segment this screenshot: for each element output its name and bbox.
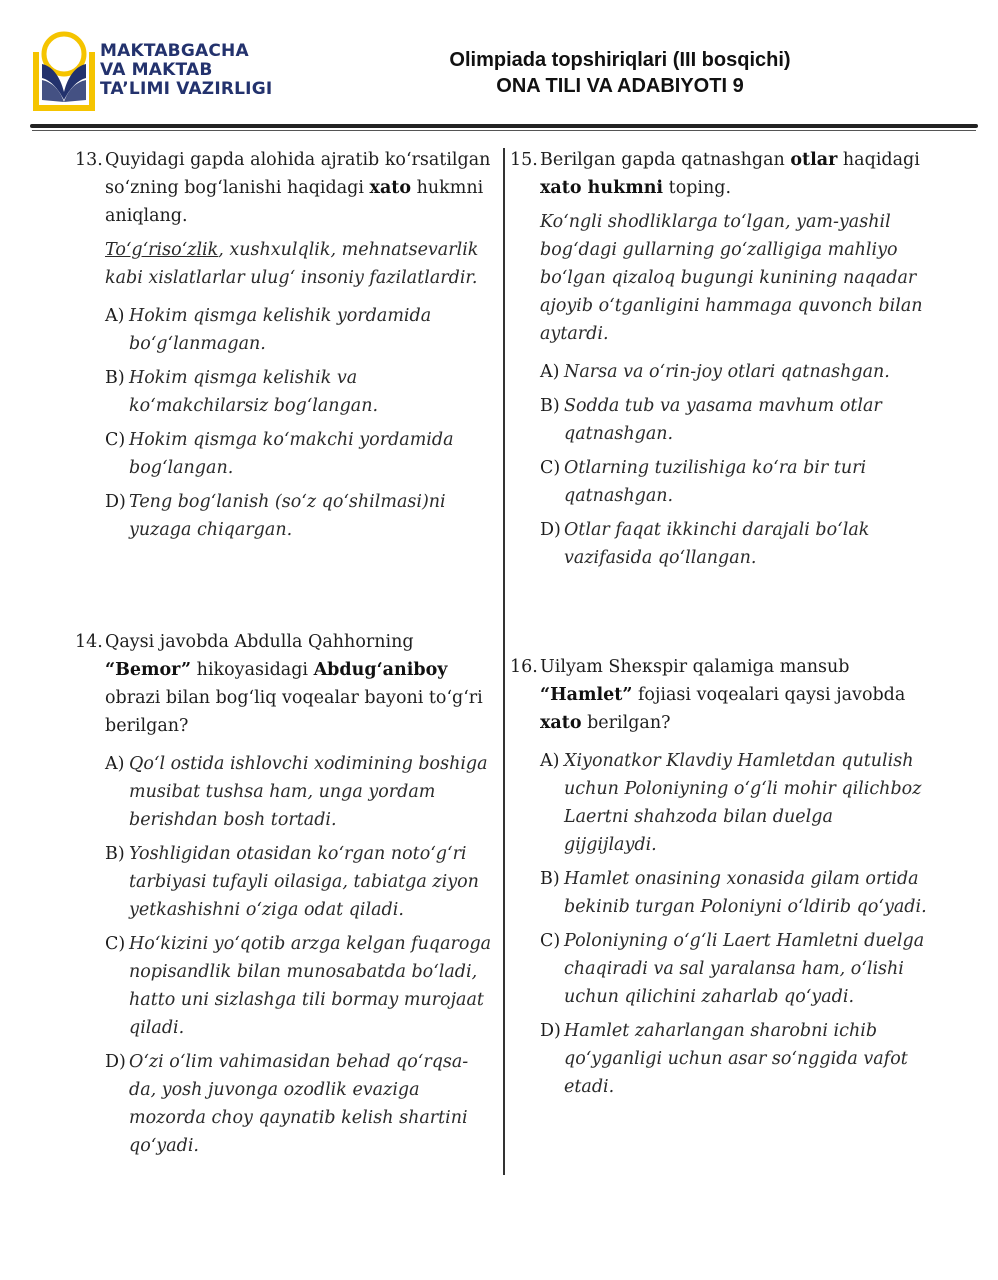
option-b[interactable] xyxy=(75,840,495,924)
option-d[interactable] xyxy=(75,488,495,544)
book-emblem-icon xyxy=(30,30,96,114)
answer-options xyxy=(510,747,930,1101)
stem-bold: xato hukmni xyxy=(540,178,664,198)
option-d[interactable] xyxy=(510,516,930,572)
question-stem xyxy=(75,146,495,230)
logo-line-1: MAKTABGACHA xyxy=(100,41,249,61)
option-letter: C) xyxy=(540,931,561,951)
stem-bold: “Hamlet” xyxy=(540,685,633,705)
highlighted-word: To‘g‘riso‘zlik xyxy=(105,240,219,260)
option-text: Qo‘l ostida ishlovchi xodimining boshiga musibat tushsa ham, unga yordam berishdan bosh tortadi. xyxy=(129,754,488,830)
stem-text: obrazi bilan bog‘liq voqealar bayoni to‘g‘ri berilgan? xyxy=(105,688,483,736)
sentence-text: , xushxulqlik, mehnatsevarlik kabi xislatlarlar ulug‘ insoniy fazilatlardir. xyxy=(105,240,479,288)
logo-line-3: TA’LIMI VAZIRLIGI xyxy=(100,79,273,99)
option-a[interactable] xyxy=(75,750,495,834)
option-letter: A) xyxy=(540,751,560,771)
option-letter: A) xyxy=(105,754,125,774)
option-text: Hokim qismga ko‘makchi yordamida bog‘langan. xyxy=(129,430,454,478)
option-letter: B) xyxy=(105,844,125,864)
option-c[interactable] xyxy=(75,930,495,1042)
option-a[interactable] xyxy=(510,358,930,386)
stem-bold: xato xyxy=(369,178,412,198)
question-16 xyxy=(510,653,930,1107)
logo-line-2: VA MAKTAB xyxy=(100,60,213,80)
option-text: Sodda tub va yasama mavhum otlar qatnashgan. xyxy=(564,396,882,444)
example-sentence xyxy=(75,236,495,292)
stem-text: Qaysi javobda Abdulla Qahhorning xyxy=(105,632,414,652)
option-letter: A) xyxy=(105,306,125,326)
question-14 xyxy=(75,628,495,1166)
stem-text: haqidagi xyxy=(837,150,920,170)
stem-text: fojiasi voqealari qaysi javobda xyxy=(632,685,906,705)
option-letter: C) xyxy=(105,934,126,954)
option-letter: D) xyxy=(105,1052,126,1072)
stem-text: toping. xyxy=(663,178,732,198)
option-text: Teng bog‘lanish (so‘z qo‘shilmasi)ni yuzaga chiqargan. xyxy=(129,492,446,540)
option-text: O‘zi o‘lim vahimasidan behad qo‘rqsa-da, yosh juvonga ozodlik evaziga mozorda choy qaynatib kelish shartini qo‘yadi. xyxy=(129,1052,469,1156)
example-sentence: Ko‘ngli shodliklarga to‘lgan, yam-yashil bog‘dagi gullarning go‘zalligiga mahliyo bo‘lgan qizaloq bugungi kunining naqadar ajoyib o‘tganligini hammaga quvonch bilan aytardi. xyxy=(540,212,923,344)
option-letter: D) xyxy=(540,1021,561,1041)
answer-options xyxy=(510,358,930,572)
option-c[interactable] xyxy=(75,426,495,482)
stem-bold: otlar xyxy=(790,150,838,170)
option-d[interactable] xyxy=(75,1048,495,1160)
question-number: 16. xyxy=(510,657,538,677)
option-text: Otlar faqat ikkinchi darajali bo‘lak vazifasida qo‘llangan. xyxy=(564,520,870,568)
option-text: Hamlet zaharlangan sharobni ichib qo‘yganligi uchun asar so‘nggida vafot etadi. xyxy=(564,1021,908,1097)
question-15 xyxy=(510,146,930,578)
olympiad-stage-title: Olimpiada topshiriqlari (III bosqichi) xyxy=(449,49,791,71)
option-letter: D) xyxy=(105,492,126,512)
option-text: Hokim qismga kelishik va ko‘makchilarsiz bog‘langan. xyxy=(129,368,379,416)
option-b[interactable] xyxy=(75,364,495,420)
stem-text: hikoyasidagi xyxy=(191,660,314,680)
stem-text: Berilgan gapda qatnashgan xyxy=(540,150,791,170)
answer-options xyxy=(75,302,495,544)
question-number: 13. xyxy=(75,150,103,170)
answer-options xyxy=(75,750,495,1160)
option-text: Xiyonatkor Klavdiy Hamletdan qutulish uchun Poloniyning o‘g‘li mohir qilichboz Laertni shahzoda bilan duelga gijgijlaydi. xyxy=(564,751,922,855)
option-letter: D) xyxy=(540,520,561,540)
option-text: Hamlet onasining xonasida gilam ortida bekinib turgan Poloniyni o‘ldirib qo‘yadi. xyxy=(564,869,927,917)
question-stem xyxy=(75,628,495,740)
logo-wordmark xyxy=(100,42,272,99)
stem-text: berilgan? xyxy=(581,713,671,733)
stem-bold: “Bemor” xyxy=(105,660,192,680)
question-number: 14. xyxy=(75,632,103,652)
header-divider-thin xyxy=(32,130,976,131)
option-c[interactable] xyxy=(510,454,930,510)
option-text: Ho‘kizini yo‘qotib arzga kelgan fuqaroga nopisandlik bilan munosabatda bo‘ladi, hatto uni sizlashga tili bormay murojaat qiladi. xyxy=(129,934,492,1038)
stem-text: Quyidagi gapda alohida ajratib ko‘rsatilgan so‘zning bog‘lanishi haqidagi xyxy=(105,150,491,198)
question-number: 15. xyxy=(510,150,538,170)
option-text: Narsa va o‘rin-joy otlari qatnashgan. xyxy=(564,362,890,382)
question-stem xyxy=(510,653,930,737)
question-13 xyxy=(75,146,495,550)
column-divider xyxy=(503,148,505,1175)
option-text: Otlarning tuzilishiga ko‘ra bir turi qatnashgan. xyxy=(564,458,867,506)
option-letter: B) xyxy=(540,396,560,416)
page-title xyxy=(340,47,900,99)
option-letter: C) xyxy=(105,430,126,450)
option-text: Hokim qismga kelishik yordamida bo‘g‘lanmagan. xyxy=(129,306,432,354)
subject-title: ONA TILI VA ADABIYOTI 9 xyxy=(496,75,744,97)
stem-bold: Abdug‘aniboy xyxy=(313,660,448,680)
option-b[interactable] xyxy=(510,392,930,448)
stem-bold: xato xyxy=(540,713,582,733)
stem-text: hukmni aniqlang. xyxy=(105,178,484,226)
option-b[interactable] xyxy=(510,865,930,921)
option-text: Yoshligidan otasidan ko‘rgan noto‘g‘ri tarbiyasi tufayli oilasiga, tabiatga ziyon yetkashishni o‘ziga odat qiladi. xyxy=(129,844,479,920)
option-c[interactable] xyxy=(510,927,930,1011)
question-stem xyxy=(510,146,930,202)
option-letter: C) xyxy=(540,458,561,478)
option-a[interactable] xyxy=(75,302,495,358)
option-letter: A) xyxy=(540,362,560,382)
option-d[interactable] xyxy=(510,1017,930,1101)
option-letter: B) xyxy=(105,368,125,388)
option-letter: B) xyxy=(540,869,560,889)
option-a[interactable] xyxy=(510,747,930,859)
stem-text: Uilyam Sheкspir qalamiga mansub xyxy=(540,657,850,677)
option-text: Poloniyning o‘g‘li Laert Hamletni duelga chaqiradi va sal yaralansa ham, o‘lishi uchun qilichini zaharlab qo‘yadi. xyxy=(564,931,925,1007)
ministry-logo xyxy=(30,30,276,114)
header-divider-thick xyxy=(30,124,978,128)
